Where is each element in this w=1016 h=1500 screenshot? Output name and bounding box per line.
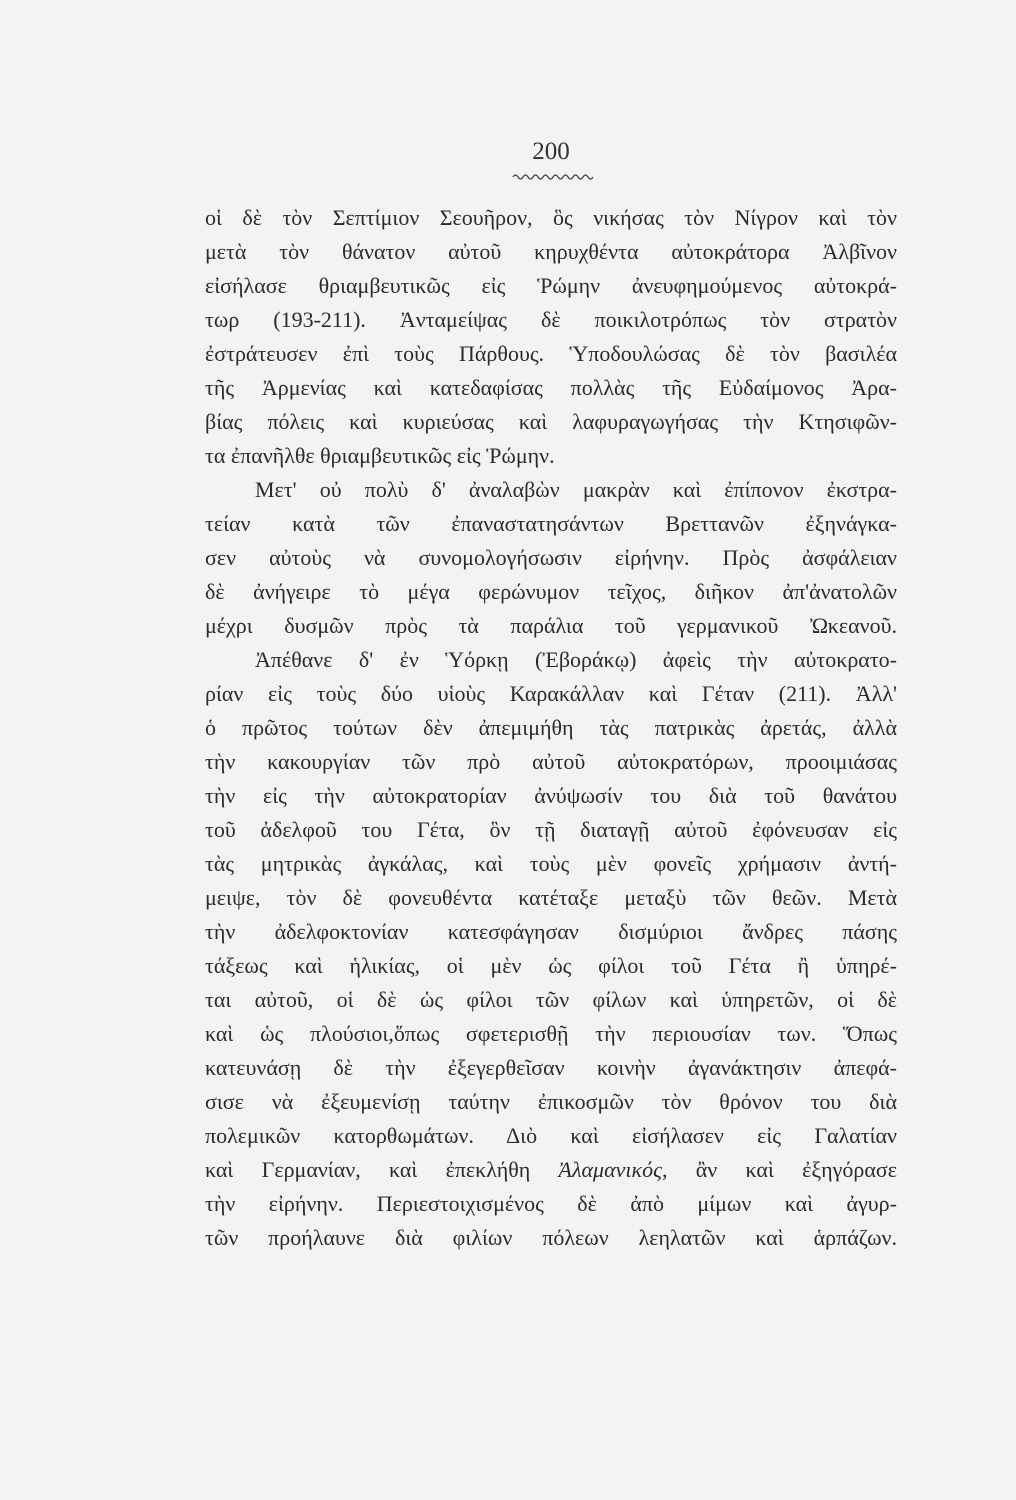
- body-text: [205, 201, 897, 1255]
- text-line: τὴν κακουργίαν τῶν πρὸ αὐτοῦ αὐτοκρατόρων, προοιμιάσας: [205, 749, 897, 774]
- text-line: δὲ ἀνήγειρε τὸ μέγα φερώνυμον τεῖχος, διῆκον ἀπ'ἀνατολῶν: [205, 579, 897, 604]
- text-line: μέχρι δυσμῶν πρὸς τὰ παράλια τοῦ γερμανικοῦ Ὠκεανοῦ.: [205, 613, 897, 638]
- page-number: 200: [532, 138, 570, 165]
- text-line: τὴν εἰς τὴν αὐτοκρατορίαν ἀνύψωσίν του διὰ τοῦ θανάτου: [205, 783, 897, 808]
- text-line: σισε νὰ ἐξευμενίσῃ ταύτην ἐπικοσμῶν τὸν θρόνον του διὰ: [205, 1089, 897, 1114]
- text-line: εἰσήλασε θριαμβευτικῶς εἰς Ῥώμην ἀνευφημούμενος αὐτοκρά-: [205, 273, 897, 298]
- text-segment: καὶ Γερμανίαν, καὶ ἐπεκλήθη: [205, 1157, 559, 1182]
- text-line: [205, 1153, 897, 1187]
- paragraph-start-line: Μετ' οὐ πολὺ δ' ἀναλαβὼν μακρὰν καὶ ἐπίπονον ἐκστρα-: [255, 477, 897, 502]
- text-line: τῆς Ἀρμενίας καὶ κατεδαφίσας πολλὰς τῆς Εὐδαίμονος Ἀρα-: [205, 375, 897, 400]
- text-line: ὁ πρῶτος τούτων δὲν ἀπεμιμήθη τὰς πατρικὰς ἀρετάς, ἀλλὰ: [205, 715, 897, 740]
- text-line: ρίαν εἰς τοὺς δύο υἱοὺς Καρακάλλαν καὶ Γέταν (211). Ἀλλ': [205, 681, 897, 706]
- text-line: τὴν εἰρήνην. Περιεστοιχισμένος δὲ ἀπὸ μίμων καὶ ἀγυρ-: [205, 1191, 897, 1216]
- text-line: τείαν κατὰ τῶν ἐπαναστατησάντων Βρεττανῶν ἐξηνάγκα-: [205, 511, 897, 536]
- text-line: τοῦ ἀδελφοῦ του Γέτα, ὃν τῇ διαταγῇ αὐτοῦ ἐφόνευσαν εἰς: [205, 817, 897, 842]
- text-line: τῶν προήλαυνε διὰ φιλίων πόλεων λεηλατῶν καὶ ἁρπάζων.: [205, 1225, 897, 1250]
- text-line: βίας πόλεις καὶ κυριεύσας καὶ λαφυραγωγήσας τὴν Κτησιφῶν-: [205, 409, 897, 434]
- italic-epithet: Ἀλαμανικός: [558, 1157, 663, 1182]
- text-line: τα ἐπανῆλθε θριαμβευτικῶς εἰς Ῥώμην.: [205, 443, 555, 468]
- text-line: πολεμικῶν κατορθωμάτων. Διὸ καὶ εἰσήλασεν εἰς Γαλατίαν: [205, 1123, 897, 1148]
- text-segment: , ἂν καὶ ἐξηγόρασε: [662, 1157, 898, 1182]
- text-line: μετὰ τὸν θάνατον αὐτοῦ κηρυχθέντα αὐτοκράτορα Ἀλβῖνον: [205, 239, 897, 264]
- text-line: οἱ δὲ τὸν Σεπτίμιον Σεουῆρον, ὃς νικήσας τὸν Νίγρον καὶ τὸν: [205, 205, 897, 230]
- text-line: σεν αὐτοὺς νὰ συνομολογήσωσιν εἰρήνην. Πρὸς ἀσφάλειαν: [205, 545, 897, 570]
- text-line: τωρ (193-211). Ἀνταμείψας δὲ ποικιλοτρόπως τὸν στρατὸν: [205, 307, 897, 332]
- text-line: τὰς μητρικὰς ἀγκάλας, καὶ τοὺς μὲν φονεῖς χρήμασιν ἀντή-: [205, 851, 897, 876]
- text-line: ται αὐτοῦ, οἱ δὲ ὡς φίλοι τῶν φίλων καὶ ὑπηρετῶν, οἱ δὲ: [205, 987, 897, 1012]
- text-line: τάξεως καὶ ἡλικίας, οἱ μὲν ὡς φίλοι τοῦ Γέτα ἢ ὑπηρέ-: [205, 953, 897, 978]
- text-line: ἐστράτευσεν ἐπὶ τοὺς Πάρθους. Ὑποδουλώσας δὲ τὸν βασιλέα: [205, 341, 897, 366]
- text-line: κατευνάσῃ δὲ τὴν ἐξεγερθεῖσαν κοινὴν ἀγανάκτησιν ἀπεφά-: [205, 1055, 897, 1080]
- text-line: τὴν ἀδελφοκτονίαν κατεσφάγησαν δισμύριοι ἄνδρες πάσης: [205, 919, 897, 944]
- text-line: μειψε, τὸν δὲ φονευθέντα κατέταξε μεταξὺ τῶν θεῶν. Μετὰ: [205, 885, 897, 910]
- ornamental-wavy-rule: [512, 172, 594, 182]
- text-line: καὶ ὡς πλούσιοι,ὅπως σφετερισθῇ τὴν περιουσίαν των. Ὅπως: [205, 1021, 897, 1046]
- paragraph-start-line: Ἀπέθανε δ' ἐν Ὑόρκῃ (Ἐβοράκῳ) ἀφεὶς τὴν αὐτοκρατο-: [255, 647, 897, 672]
